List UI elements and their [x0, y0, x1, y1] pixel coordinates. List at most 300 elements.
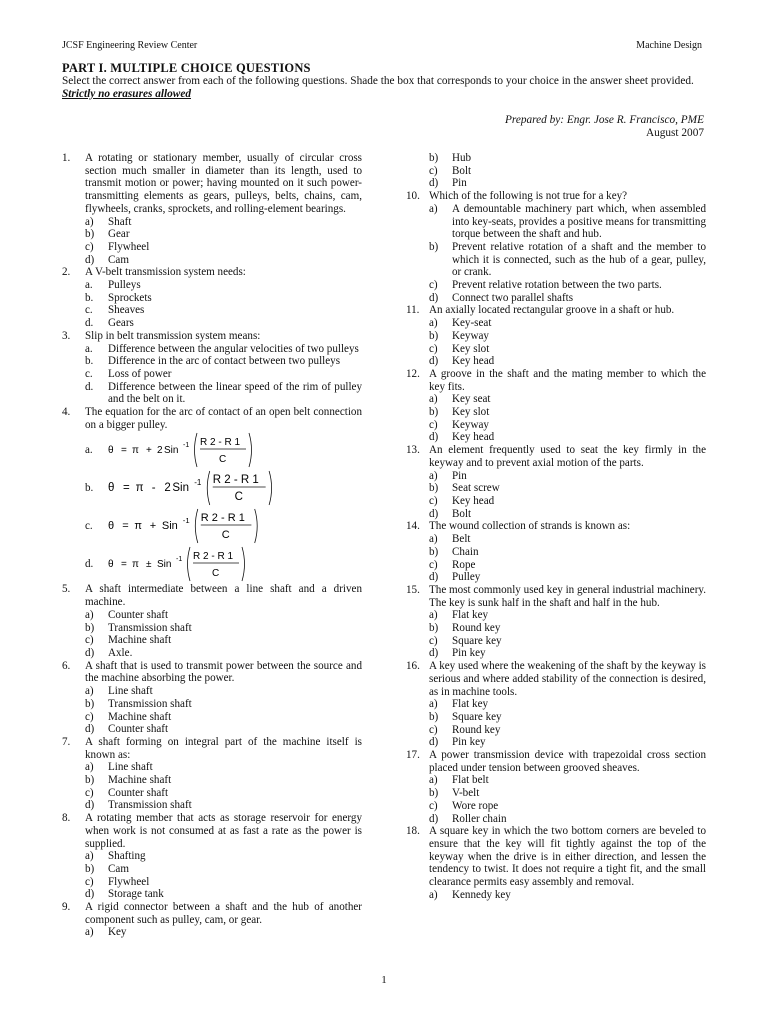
- theta-symbol: θ: [108, 482, 115, 495]
- answer-option: [429, 800, 706, 813]
- instructions-text: Select the correct answer from each of the following questions. Shade the box that corresponds to your choice in the answer sheet provided.: [62, 75, 694, 87]
- option-letter: b): [429, 482, 439, 495]
- answer-option: [85, 304, 362, 317]
- pi-symbol: π: [135, 482, 144, 495]
- option-letter: d): [85, 723, 95, 736]
- option-text: Seat screw: [452, 482, 500, 495]
- question-text: The equation for the arc of contact of an open belt connection on a bigger pulley.: [85, 406, 362, 431]
- left-paren: [188, 547, 191, 581]
- option-letter: d): [429, 736, 439, 749]
- question-number: 1.: [62, 152, 71, 164]
- formula-option: [85, 507, 362, 545]
- question: [406, 520, 706, 533]
- option-letter: b): [85, 621, 95, 634]
- option-text: Key head: [452, 494, 495, 507]
- answer-option: [429, 508, 706, 521]
- option-letter: c): [429, 494, 438, 507]
- answer-option: [85, 888, 362, 901]
- fraction-denominator: C: [234, 491, 243, 504]
- answer-option: [85, 876, 362, 889]
- theta-symbol: θ: [108, 445, 114, 457]
- option-letter: a): [85, 926, 94, 939]
- option-letter: d.: [85, 380, 94, 393]
- answer-option: [85, 622, 362, 635]
- question-text: A rotating member that acts as storage reservoir for energy when work is not consumed at as fast a rate as the power is supplied.: [85, 812, 362, 850]
- option-text: Difference between the angular velocities of two pulleys: [108, 342, 359, 355]
- option-text: Machine shaft: [108, 634, 172, 647]
- option-text: Shafting: [108, 850, 146, 863]
- right-paren: [255, 509, 258, 543]
- question-number: 7.: [62, 735, 71, 748]
- option-letter: b): [429, 787, 439, 800]
- question-text: An element frequently used to seat the key firmly in the keyway and to prevent axial motion of the parts.: [429, 444, 706, 469]
- answer-option: [85, 774, 362, 787]
- option-letter: a): [85, 685, 94, 698]
- option-letter: a): [429, 469, 438, 482]
- option-text: Prevent relative rotation between the two parts.: [452, 279, 662, 292]
- answer-option: [429, 813, 706, 826]
- answer-option: [429, 203, 706, 241]
- question: [406, 584, 706, 609]
- option-letter: d): [85, 253, 95, 266]
- option-text: Cam: [108, 862, 129, 875]
- option-letter: c): [429, 279, 438, 292]
- answer-option: [85, 863, 362, 876]
- answer-option: [429, 330, 706, 343]
- answer-option: [429, 355, 706, 368]
- option-text: Machine shaft: [108, 774, 172, 787]
- option-letter: a.: [85, 279, 93, 292]
- formula-svg: [108, 469, 308, 507]
- option-letter: a): [429, 609, 438, 622]
- strict-note: Strictly no erasures allowed: [62, 88, 191, 100]
- right-paren: [269, 471, 272, 505]
- question-number: 17.: [406, 749, 420, 762]
- option-letter: a): [429, 393, 438, 406]
- option-text: Bolt: [452, 164, 472, 177]
- answer-option: [429, 393, 706, 406]
- equals-sign: =: [122, 482, 130, 495]
- pi-symbol: π: [134, 520, 142, 533]
- sin-function: Sin: [161, 520, 178, 533]
- option-letter: c): [429, 164, 438, 177]
- inverse-superscript: -1: [183, 442, 190, 450]
- option-letter: a): [429, 317, 438, 330]
- question-text: A square key in which the two bottom corners are beveled to ensure that the key will fit tightly against the top of the keyway when the drive is in either direction, and lessen the tendency to twist. It does not require a tight fit, and the small clearance permits easy assembly and removal.: [429, 825, 706, 889]
- option-text: Cam: [108, 253, 129, 266]
- answer-option: [85, 292, 362, 305]
- formula-option: [85, 469, 362, 507]
- coefficient: 2: [164, 482, 171, 495]
- header-right: Machine Design: [636, 40, 702, 51]
- question-number: 13.: [406, 444, 420, 457]
- option-letter: d): [429, 431, 439, 444]
- option-letter: b): [85, 697, 95, 710]
- option-letter: a.: [85, 342, 93, 355]
- option-text: Pin: [452, 177, 467, 190]
- option-letter: a): [429, 774, 438, 787]
- answer-option: [429, 889, 706, 902]
- pi-symbol: π: [132, 559, 139, 571]
- option-text: Loss of power: [108, 367, 172, 380]
- option-text: Roller chain: [452, 812, 507, 825]
- answer-option: [85, 647, 362, 660]
- sin-function: Sin: [172, 482, 190, 495]
- answer-option: [85, 216, 362, 229]
- question: [62, 583, 362, 608]
- instructions: [62, 75, 712, 101]
- question-text: A rotating or stationary member, usually of circular cross section much smaller in diameter than its length, used to transmit motion or power; having mounted on it such power-transmitting elements as gears, pulleys, belts, chains, cam, flywheels, cranks, sprockets, and rolling-element bearings.: [85, 152, 362, 215]
- question-number: 2.: [62, 266, 71, 279]
- left-column: [62, 152, 362, 939]
- answer-option: [85, 381, 362, 406]
- option-text: Key head: [452, 431, 495, 444]
- option-text: Pulley: [452, 571, 481, 584]
- date: August 2007: [645, 127, 704, 139]
- formula-option: [85, 431, 362, 469]
- option-text: Counter shaft: [108, 723, 169, 736]
- question: [62, 901, 362, 926]
- answer-option: [429, 698, 706, 711]
- option-text: Connect two parallel shafts: [452, 291, 574, 304]
- answer-option: [85, 926, 362, 939]
- header-left: JCSF Engineering Review Center: [62, 40, 198, 51]
- answer-option: [429, 241, 706, 279]
- option-text: Counter shaft: [108, 786, 169, 799]
- option-letter: b): [429, 329, 439, 342]
- sin-function: Sin: [164, 445, 179, 457]
- answer-option: [429, 406, 706, 419]
- option-letter: b): [85, 774, 95, 787]
- answer-option: [85, 241, 362, 254]
- option-letter: a): [429, 888, 438, 901]
- equals-sign: =: [122, 520, 129, 533]
- operator-sign: -: [151, 482, 156, 495]
- question: [406, 304, 706, 317]
- part-title: PART I. MULTIPLE CHOICE QUESTIONS: [62, 61, 311, 75]
- option-letter: b): [429, 240, 439, 253]
- answer-option: [429, 724, 706, 737]
- answer-option: [85, 787, 362, 800]
- option-letter: b): [429, 545, 439, 558]
- option-letter: a): [85, 608, 94, 621]
- answer-option: [429, 279, 706, 292]
- prepared-by: Prepared by: Engr. Jose R. Francisco, PME: [504, 114, 704, 126]
- question-number: 16.: [406, 660, 420, 673]
- option-text: Flat key: [452, 698, 489, 711]
- answer-option: [85, 698, 362, 711]
- option-letter: d): [429, 647, 439, 660]
- option-text: Gears: [108, 317, 134, 330]
- answer-option: [429, 546, 706, 559]
- option-text: Flywheel: [108, 875, 150, 888]
- formula-svg: [108, 431, 308, 469]
- question: [406, 368, 706, 393]
- equals-sign: =: [121, 559, 127, 571]
- inverse-superscript: -1: [182, 516, 190, 526]
- inverse-superscript: -1: [194, 478, 202, 488]
- option-letter: b): [429, 710, 439, 723]
- question: [62, 406, 362, 431]
- option-text: Transmission shaft: [108, 621, 192, 634]
- option-text: Key-seat: [452, 317, 492, 330]
- option-letter: d): [429, 571, 439, 584]
- option-letter: c): [85, 710, 94, 723]
- option-letter: c): [85, 786, 94, 799]
- option-text: A demountable machinery part which, when assembled into key-seats, provides a positive means for transmitting torque between the shaft and hub.: [452, 202, 706, 241]
- question-number: 9.: [62, 901, 71, 914]
- left-paren: [195, 509, 198, 543]
- answer-option: [429, 609, 706, 622]
- question: [62, 812, 362, 850]
- answer-option: [85, 368, 362, 381]
- answer-option: [429, 292, 706, 305]
- right-paren: [249, 433, 252, 467]
- option-letter: d.: [85, 558, 94, 571]
- answer-option: [85, 343, 362, 356]
- option-text: Shaft: [108, 215, 132, 228]
- option-letter: c): [429, 558, 438, 571]
- option-letter: b): [429, 152, 439, 164]
- option-text: Line shaft: [108, 761, 153, 774]
- option-text: Axle.: [108, 646, 133, 659]
- option-text: Transmission shaft: [108, 799, 192, 812]
- option-letter: d): [429, 355, 439, 368]
- question: [406, 190, 706, 203]
- answer-option: [429, 152, 706, 165]
- sin-function: Sin: [157, 559, 172, 571]
- option-text: Gear: [108, 228, 130, 241]
- question-number: 11.: [406, 304, 420, 317]
- option-letter: d): [85, 799, 95, 812]
- question-text: Slip in belt transmission system means:: [85, 329, 261, 342]
- answer-option: [85, 254, 362, 267]
- option-letter: a): [85, 215, 94, 228]
- option-text: Square key: [452, 710, 502, 723]
- answer-option: [85, 799, 362, 812]
- option-text: V-belt: [452, 787, 480, 800]
- operator-sign: ±: [146, 559, 152, 571]
- answer-option: [429, 317, 706, 330]
- answer-option: [85, 634, 362, 647]
- option-text: Key slot: [452, 342, 490, 355]
- question: [406, 660, 706, 698]
- option-text: Keyway: [452, 329, 489, 342]
- formula-svg: [108, 507, 308, 545]
- option-letter: d): [429, 177, 439, 190]
- option-letter: d): [85, 646, 95, 659]
- option-letter: a): [429, 533, 438, 546]
- option-text: Flywheel: [108, 240, 150, 253]
- answer-option: [429, 711, 706, 724]
- option-text: Key: [108, 926, 127, 939]
- option-text: Prevent relative rotation of a shaft and the member to which it is connected, such as the hub of a gear, pulley, or crank.: [452, 240, 706, 279]
- question-number: 3.: [62, 329, 71, 342]
- option-letter: d): [429, 507, 439, 520]
- question-text: An axially located rectangular groove in a shaft or hub.: [429, 304, 675, 317]
- formula-svg: [108, 545, 308, 583]
- answer-option: [429, 470, 706, 483]
- fraction-numerator: R 2 - R 1: [193, 551, 234, 563]
- option-text: Flat belt: [452, 774, 489, 787]
- option-text: Difference between the linear speed of the rim of pulley and the belt on it.: [108, 380, 362, 406]
- option-letter: c): [429, 799, 438, 812]
- option-letter: c): [429, 342, 438, 355]
- question: [62, 736, 362, 761]
- option-text: Chain: [452, 545, 479, 558]
- option-text: Key seat: [452, 393, 491, 406]
- answer-option: [429, 533, 706, 546]
- option-letter: c.: [85, 304, 93, 317]
- inverse-superscript: -1: [176, 556, 183, 564]
- question-number: 18.: [406, 825, 420, 838]
- fraction-denominator: C: [221, 529, 230, 542]
- question-text: The wound collection of strands is known as:: [429, 520, 631, 533]
- option-letter: a): [85, 761, 94, 774]
- option-text: Sheaves: [108, 304, 145, 317]
- option-text: Keyway: [452, 418, 489, 431]
- answer-option: [429, 622, 706, 635]
- question: [406, 444, 706, 469]
- option-text: Pulleys: [108, 279, 141, 292]
- answer-option: [85, 761, 362, 774]
- question-text: A V-belt transmission system needs:: [85, 266, 246, 279]
- option-text: Difference in the arc of contact between two pulleys: [108, 355, 341, 368]
- option-text: Flat key: [452, 609, 489, 622]
- answer-option: [85, 317, 362, 330]
- answer-option: [85, 228, 362, 241]
- option-letter: c.: [85, 520, 93, 533]
- answer-option: [429, 559, 706, 572]
- left-paren: [207, 471, 210, 505]
- option-letter: a): [85, 850, 94, 863]
- option-letter: b): [429, 622, 439, 635]
- right-column: [406, 152, 706, 901]
- option-letter: d): [429, 812, 439, 825]
- option-text: Bolt: [452, 507, 472, 520]
- option-text: Rope: [452, 558, 476, 571]
- option-text: Belt: [452, 533, 471, 546]
- option-letter: c): [85, 634, 94, 647]
- question-text: A shaft intermediate between a line shaft and a driven machine.: [85, 583, 362, 609]
- theta-symbol: θ: [108, 559, 114, 571]
- question-number: 10.: [406, 190, 420, 203]
- question-text: A shaft that is used to transmit power between the source and the machine absorbing the power.: [85, 659, 362, 685]
- option-letter: b.: [85, 482, 94, 495]
- question: [62, 266, 362, 279]
- answer-option: [85, 609, 362, 622]
- option-letter: c): [429, 634, 438, 647]
- option-letter: b.: [85, 355, 94, 368]
- formula-option: [85, 545, 362, 583]
- question: [406, 749, 706, 774]
- option-letter: c): [85, 240, 94, 253]
- theta-symbol: θ: [108, 520, 115, 533]
- answer-option: [85, 711, 362, 724]
- question-number: 12.: [406, 367, 420, 380]
- option-letter: c): [85, 875, 94, 888]
- option-text: Round key: [452, 723, 501, 736]
- fraction-numerator: R 2 - R 1: [212, 474, 259, 487]
- question: [406, 825, 706, 889]
- option-text: Pin key: [452, 736, 486, 749]
- option-text: Machine shaft: [108, 710, 172, 723]
- answer-option: [85, 685, 362, 698]
- operator-sign: +: [149, 520, 157, 533]
- fraction-numerator: R 2 - R 1: [200, 437, 241, 449]
- option-letter: d.: [85, 317, 94, 330]
- answer-option: [85, 355, 362, 368]
- coefficient: 2: [157, 445, 163, 457]
- equals-sign: =: [121, 445, 127, 457]
- option-text: Counter shaft: [108, 608, 169, 621]
- option-text: Line shaft: [108, 685, 153, 698]
- option-text: Storage tank: [108, 888, 164, 901]
- answer-option: [429, 495, 706, 508]
- answer-option: [429, 774, 706, 787]
- question: [62, 152, 362, 216]
- question-number: 8.: [62, 812, 71, 825]
- question-number: 14.: [406, 520, 420, 533]
- question-text: The most commonly used key in general industrial machinery. The key is sunk half in the shaft and half in the hub.: [429, 583, 706, 609]
- answer-option: [429, 571, 706, 584]
- option-text: Pin: [452, 469, 467, 482]
- answer-option: [85, 850, 362, 863]
- option-text: Round key: [452, 622, 501, 635]
- answer-option: [429, 165, 706, 178]
- question-text: A shaft forming on integral part of the machine itself is known as:: [85, 735, 362, 761]
- option-letter: a): [429, 202, 438, 215]
- answer-option: [85, 279, 362, 292]
- answer-option: [429, 736, 706, 749]
- fraction-numerator: R 2 - R 1: [200, 512, 245, 525]
- answer-option: [429, 635, 706, 648]
- answer-option: [429, 647, 706, 660]
- question: [62, 660, 362, 685]
- option-text: Wore rope: [452, 799, 499, 812]
- answer-option: [429, 177, 706, 190]
- option-text: Transmission shaft: [108, 697, 192, 710]
- option-letter: c): [429, 418, 438, 431]
- question-text: A key used where the weakening of the shaft by the keyway is serious and where added stability of the connection is desired, as in machine tools.: [429, 660, 706, 698]
- answer-option: [429, 431, 706, 444]
- option-letter: d): [429, 291, 439, 304]
- option-text: Pin key: [452, 647, 486, 660]
- page-number: 1: [381, 974, 387, 986]
- answer-option: [429, 482, 706, 495]
- question-text: A power transmission device with trapezoidal cross section placed under tension between grooved sheaves.: [429, 749, 706, 774]
- operator-sign: +: [146, 445, 152, 457]
- question-number: 5.: [62, 583, 71, 596]
- question-text: A groove in the shaft and the mating member to which the key fits.: [429, 367, 706, 393]
- option-letter: c.: [85, 367, 93, 380]
- option-text: Hub: [452, 152, 472, 164]
- option-letter: a.: [85, 444, 93, 457]
- option-letter: d): [85, 888, 95, 901]
- option-text: Kennedy key: [452, 888, 511, 901]
- question: [62, 330, 362, 343]
- question-text: Which of the following is not true for a key?: [429, 190, 628, 203]
- option-text: Key head: [452, 355, 495, 368]
- answer-option: [429, 787, 706, 800]
- answer-option: [85, 723, 362, 736]
- fraction-denominator: C: [219, 454, 227, 466]
- option-text: Sprockets: [108, 291, 152, 304]
- question-number: 4.: [62, 406, 71, 419]
- fraction-denominator: C: [212, 568, 220, 580]
- pi-symbol: π: [132, 445, 139, 457]
- question-number: 15.: [406, 583, 420, 596]
